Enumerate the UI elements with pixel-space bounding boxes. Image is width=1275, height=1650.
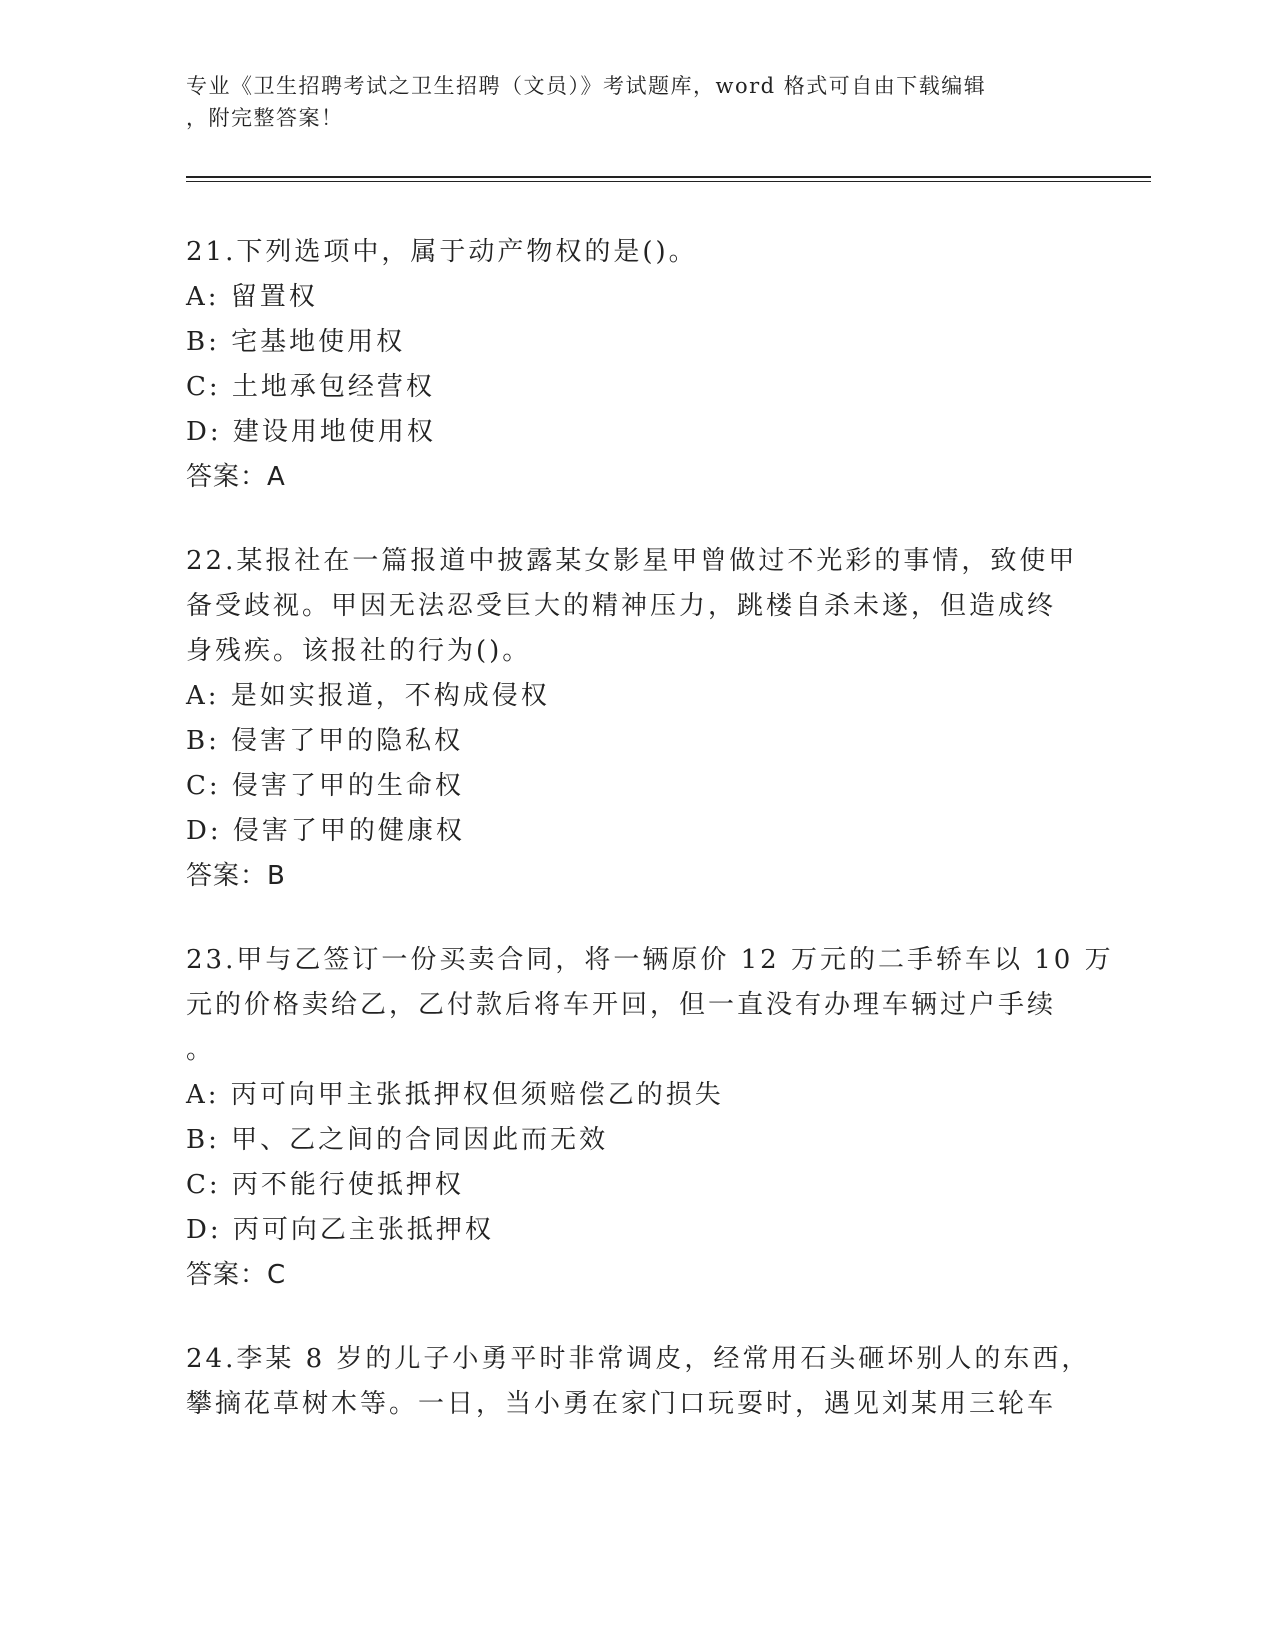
- question-text: 备受歧视。甲因无法忍受巨大的精神压力，跳楼自杀未遂，但造成终: [186, 591, 1057, 621]
- question-text: 24.李某 8 岁的儿子小勇平时非常调皮，经常用石头砸坏别人的东西，: [186, 1344, 1091, 1374]
- option-c: C: 侵害了甲的生命权: [186, 771, 464, 801]
- option-a: A: 丙可向甲主张抵押权但须赔偿乙的损失: [186, 1080, 724, 1110]
- option-d: D: 丙可向乙主张抵押权: [186, 1215, 494, 1245]
- question-text: 22.某报社在一篇报道中披露某女影星甲曾做过不光彩的事情，致使甲: [186, 546, 1078, 576]
- header-divider-thin: [186, 181, 1151, 182]
- question-list: [186, 230, 1114, 1466]
- question-text: 23.甲与乙签订一份买卖合同，将一辆原价 12 万元的二手轿车以 10 万: [186, 945, 1114, 975]
- question-21: [186, 230, 1086, 500]
- question-24: [186, 1337, 1091, 1427]
- question-text: 元的价格卖给乙，乙付款后将车开回，但一直没有办理车辆过户手续: [186, 990, 1057, 1020]
- question-23: [186, 938, 1114, 1298]
- option-b: B: 侵害了甲的隐私权: [186, 726, 464, 756]
- answer: 答案：B: [186, 861, 286, 891]
- option-b: B: 宅基地使用权: [186, 327, 406, 357]
- option-d: D: 侵害了甲的健康权: [186, 816, 465, 846]
- option-b: B: 甲、乙之间的合同因此而无效: [186, 1125, 609, 1155]
- header-line-2: ，附完整答案！: [186, 106, 344, 130]
- question-text: 攀摘花草树木等。一日，当小勇在家门口玩耍时，遇见刘某用三轮车: [186, 1389, 1057, 1419]
- document-header: [186, 70, 1066, 134]
- answer: 答案：C: [186, 1260, 287, 1290]
- option-c: C: 丙不能行使抵押权: [186, 1170, 464, 1200]
- option-a: A: 是如实报道，不构成侵权: [186, 681, 550, 711]
- answer: 答案：A: [186, 462, 286, 492]
- question-text: 21.下列选项中，属于动产物权的是()。: [186, 237, 698, 267]
- option-c: C: 土地承包经营权: [186, 372, 435, 402]
- question-text: 身残疾。该报社的行为()。: [186, 636, 532, 666]
- question-22: [186, 539, 1086, 899]
- header-line-1: 专业《卫生招聘考试之卫生招聘（文员）》考试题库，word 格式可自由下载编辑: [186, 74, 987, 98]
- option-d: D: 建设用地使用权: [186, 417, 436, 447]
- option-a: A: 留置权: [186, 282, 318, 312]
- question-text: 。: [186, 1035, 216, 1065]
- header-divider: [186, 176, 1151, 178]
